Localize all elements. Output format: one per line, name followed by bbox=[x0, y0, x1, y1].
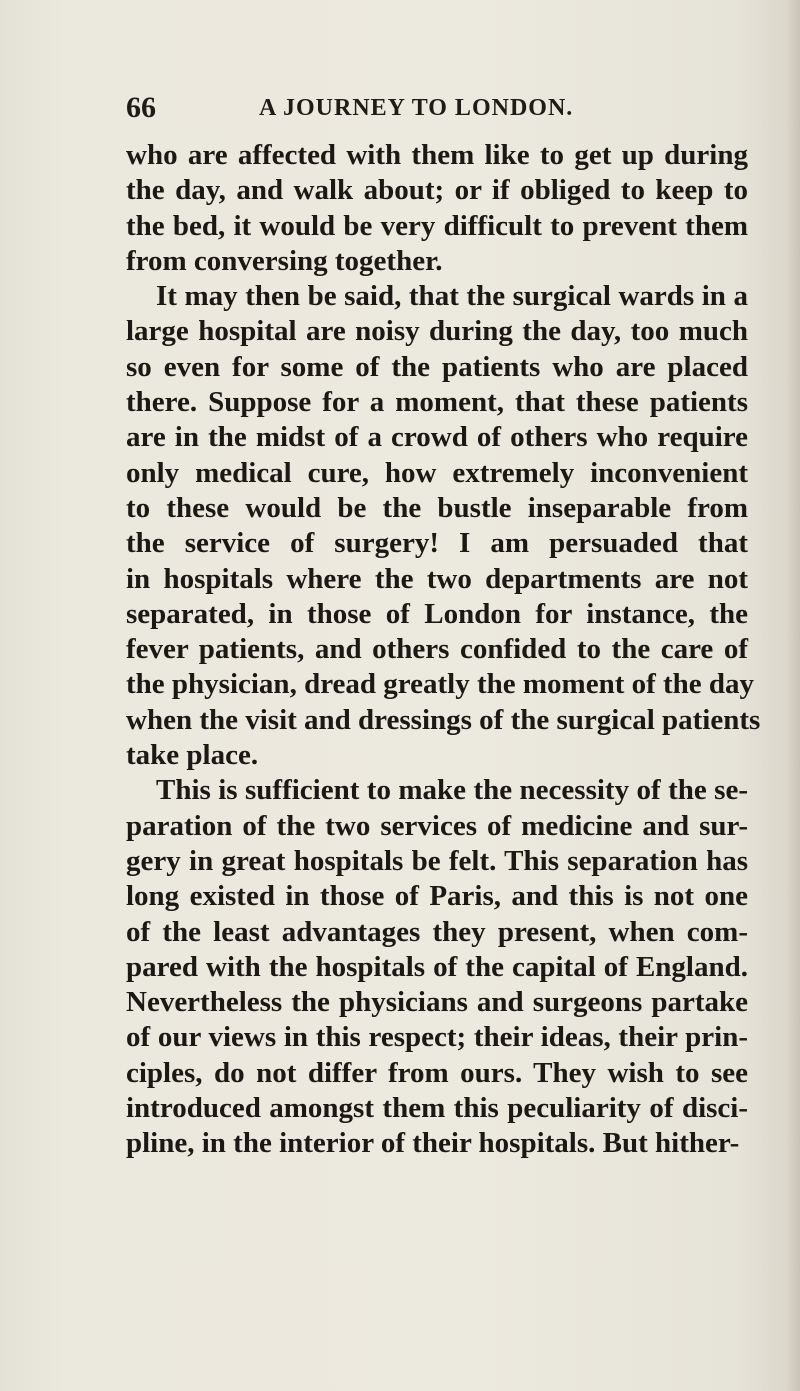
running-head bbox=[126, 88, 746, 128]
page-edge-shadow bbox=[786, 0, 800, 1391]
text-line: are in the midst of a crowd of others who require bbox=[126, 421, 748, 454]
body-text bbox=[126, 138, 761, 1162]
text-line: It may then be said, that the surgical wards in a bbox=[156, 280, 748, 313]
text-line: long existed in those of Paris, and this is not one bbox=[126, 880, 748, 913]
text-line: Nevertheless the physicians and surgeons partake bbox=[126, 986, 748, 1019]
text-line: so even for some of the patients who are placed bbox=[126, 350, 748, 383]
text-line: This is sufficient to make the necessity of the se- bbox=[156, 774, 748, 807]
text-line: gery in great hospitals be felt. This separation has bbox=[126, 844, 748, 877]
text-line: from conversing together. bbox=[126, 244, 443, 277]
text-line: pline, in the interior of their hospitals. But hither- bbox=[126, 1127, 740, 1160]
text-line: the physician, dread greatly the moment of the day bbox=[126, 668, 755, 701]
text-line: when the visit and dressings of the surgical patients bbox=[126, 703, 761, 736]
text-line: the service of surgery! I am persuaded that bbox=[126, 527, 748, 560]
page-number: 66 bbox=[126, 91, 156, 124]
text-line: the day, and walk about; or if obliged to keep to bbox=[126, 174, 748, 207]
text-line: to these would be the bustle inseparable from bbox=[126, 491, 748, 524]
text-line: the bed, it would be very difficult to prevent them bbox=[126, 209, 748, 242]
text-line: pared with the hospitals of the capital of England. bbox=[126, 950, 748, 983]
text-line: introduced amongst them this peculiarity of disci- bbox=[126, 1092, 748, 1125]
text-line: take place. bbox=[126, 739, 259, 772]
text-line: in hospitals where the two departments are not bbox=[126, 562, 748, 595]
text-line: paration of the two services of medicine and sur- bbox=[126, 809, 748, 842]
text-line: who are affected with them like to get up during bbox=[126, 139, 748, 171]
text-line: there. Suppose for a moment, that these patients bbox=[126, 386, 748, 419]
text-line: ciples, do not differ from ours. They wish to see bbox=[126, 1056, 748, 1089]
text-line: separated, in those of London for instance, the bbox=[126, 597, 748, 630]
running-title: A JOURNEY TO LONDON. bbox=[259, 95, 574, 121]
text-line: only medical cure, how extremely inconvenient bbox=[126, 456, 748, 489]
text-line: of our views in this respect; their ideas, their prin- bbox=[126, 1021, 748, 1054]
text-line: of the least advantages they present, when com- bbox=[126, 915, 748, 948]
text-line: fever patients, and others confided to the care of bbox=[126, 633, 748, 666]
text-line: large hospital are noisy during the day, too much bbox=[126, 315, 748, 348]
